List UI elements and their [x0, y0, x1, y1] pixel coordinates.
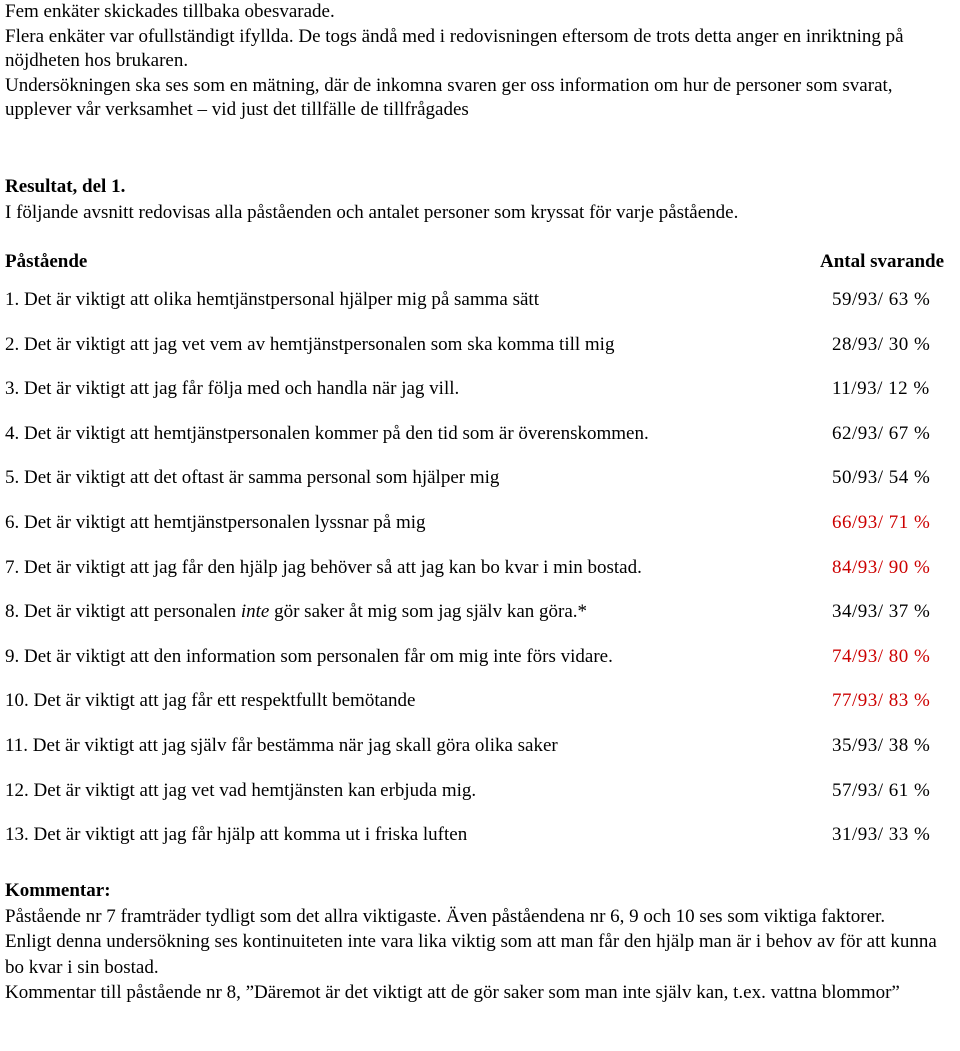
comment-paragraph: Påstående nr 7 framträder tydligt som det allra viktigaste. Även påståendena nr 6, 9 och 10 ses som viktiga faktorer. [5, 905, 886, 927]
statement-row [5, 466, 955, 511]
statement-row [5, 689, 955, 734]
intro-line-incomplete: Flera enkäter var ofullständigt ifyllda. De togs ändå med i redovisningen eftersom de trots detta anger en inriktning på nöjdheten hos brukaren. [5, 25, 904, 71]
section-description: I följande avsnitt redovisas alla påståenden och antalet personer som kryssat för varje påstående. [5, 202, 739, 223]
statement-value: 28/93/ 30 % [832, 333, 931, 355]
statement-text: 12. Det är viktigt att jag vet vad hemtjänsten kan erbjuda mig. [5, 779, 477, 801]
statement-row [5, 422, 955, 467]
intro-line-survey: Undersökningen ska ses som en mätning, där de inkomna svaren ger oss information om hur de personer som svarat, upplever vår verksamhet – vid just det tillfälle de tillfrågades [5, 74, 893, 120]
statement-row [5, 823, 955, 868]
statement-text-after: gör saker åt mig som jag själv kan göra.* [269, 601, 588, 623]
statement-list [5, 288, 955, 868]
statement-row [5, 377, 955, 422]
statement-text: 11. Det är viktigt att jag själv får bestämma när jag skall göra olika saker [5, 734, 558, 756]
statement-value-highlighted: 84/93/ 90 % [832, 556, 931, 578]
comment-paragraph: Enligt denna undersökning ses kontinuiteten inte vara lika viktig som att man får den hjälp man är i behov av för att kunna bo kvar i sin bostad. [5, 931, 937, 978]
statement-text [5, 600, 587, 624]
statement-text: 1. Det är viktigt att olika hemtjänstpersonal hjälper mig på samma sätt [5, 289, 539, 310]
statement-value: 35/93/ 38 % [832, 734, 931, 756]
statement-text: 10. Det är viktigt att jag får ett respektfullt bemötande [5, 690, 416, 712]
comment-heading: Kommentar: [5, 880, 111, 901]
statement-value: 34/93/ 37 % [832, 601, 931, 623]
statement-value-highlighted: 66/93/ 71 % [832, 511, 931, 533]
column-header-count: Antal svarande [820, 251, 945, 272]
statement-text: 4. Det är viktigt att hemtjänstpersonalen kommer på den tid som är överenskommen. [5, 422, 649, 444]
statement-row [5, 556, 955, 601]
statement-text: 5. Det är viktigt att det oftast är samma personal som hjälper mig [5, 467, 500, 489]
statement-text: 2. Det är viktigt att jag vet vem av hemtjänstpersonalen som ska komma till mig [5, 333, 615, 355]
statement-value-highlighted: 74/93/ 80 % [832, 645, 931, 667]
intro-line-returned: Fem enkäter skickades tillbaka obesvarade. [5, 1, 335, 22]
statement-text: 9. Det är viktigt att den information som personalen får om mig inte förs vidare. [5, 645, 613, 667]
statement-row [5, 734, 955, 779]
statement-text-emphasis: inte [240, 601, 270, 623]
statement-value: 62/93/ 67 % [832, 422, 931, 444]
statement-value: 50/93/ 54 % [832, 467, 931, 489]
statement-row [5, 288, 955, 333]
statement-value: 59/93/ 63 % [832, 289, 931, 310]
comment-section [5, 878, 955, 1006]
statement-row [5, 333, 955, 378]
statement-value: 57/93/ 61 % [832, 779, 931, 801]
statement-row [5, 600, 955, 645]
statement-text: 3. Det är viktigt att jag får följa med och handla när jag vill. [5, 378, 460, 400]
intro-section [5, 0, 955, 123]
statement-row [5, 779, 955, 824]
statement-text-before: 8. Det är viktigt att personalen [5, 601, 241, 623]
column-header-statement: Påstående [5, 251, 88, 272]
section-title: Resultat, del 1. [5, 176, 126, 197]
statement-text: 7. Det är viktigt att jag får den hjälp jag behöver så att jag kan bo kvar i min bostad. [5, 556, 642, 578]
statement-row [5, 511, 955, 556]
statement-text: 13. Det är viktigt att jag får hjälp att komma ut i friska luften [5, 824, 468, 846]
statement-text: 6. Det är viktigt att hemtjänstpersonalen lyssnar på mig [5, 511, 426, 533]
statement-value-highlighted: 77/93/ 83 % [832, 690, 931, 712]
statement-row [5, 645, 955, 690]
document-page [5, 0, 955, 1003]
statement-value: 11/93/ 12 % [832, 378, 930, 400]
statement-value: 31/93/ 33 % [832, 824, 931, 846]
comment-paragraph: Kommentar till påstående nr 8, ”Däremot är det viktigt att de gör saker som man inte själv kan, t.ex. vattna blommor” [5, 982, 900, 1003]
